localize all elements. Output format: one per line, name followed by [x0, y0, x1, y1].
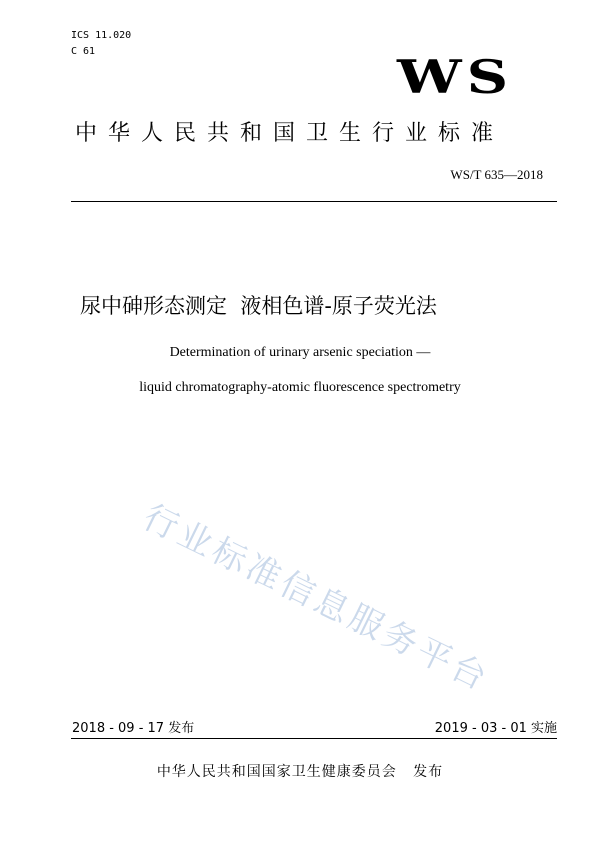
- document-title-chinese: 尿中砷形态测定 液相色谱-原子荧光法: [80, 294, 437, 318]
- implementation-date: 2019 - 03 - 01 实施: [434, 721, 557, 736]
- standard-number: WS/T 635—2018: [450, 167, 543, 182]
- watermark: 行业标准信息服务平台: [136, 497, 497, 700]
- ics-code: ICS 11.020: [71, 30, 132, 41]
- ws-logo: WS: [397, 50, 514, 104]
- document-title-english-line1: Determination of urinary arsenic speciation —: [169, 345, 431, 360]
- issue-date: 2018 - 09 - 17 发布: [72, 721, 195, 736]
- ccs-code: C 61: [71, 46, 96, 57]
- publisher: 中华人民共和国国家卫生健康委员会 发布: [156, 764, 444, 780]
- document-title-english-line2: liquid chromatography-atomic fluorescence spectrometry: [139, 380, 461, 395]
- header-divider: [71, 201, 557, 202]
- footer-divider: [71, 738, 557, 739]
- standard-category-title: 中华人民共和国卫生行业标准: [75, 121, 505, 146]
